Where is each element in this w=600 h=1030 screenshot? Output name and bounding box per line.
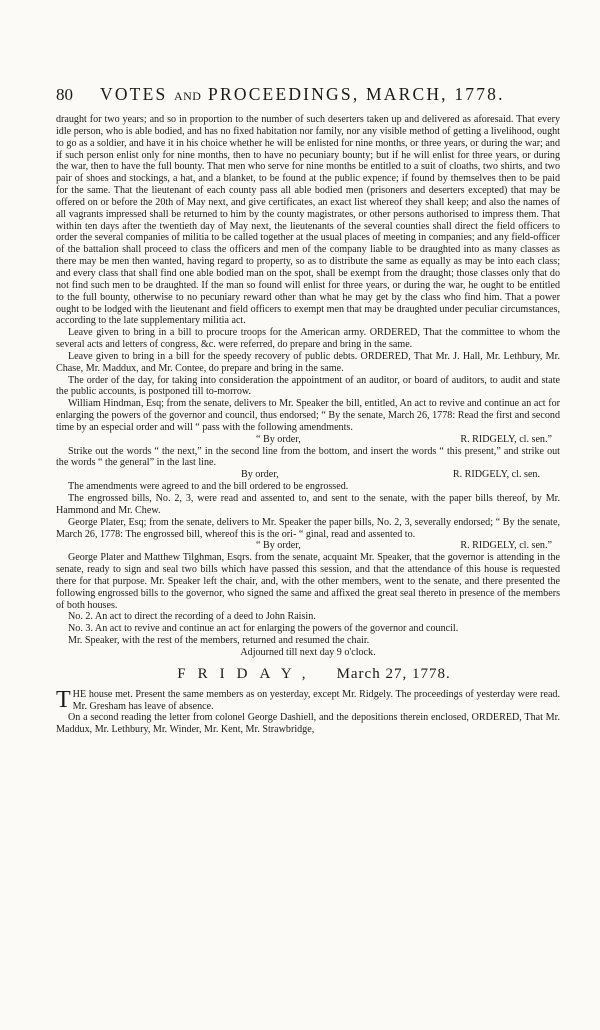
title-year: 1778.	[454, 84, 505, 104]
adjourned-line: Adjourned till next day 9 o'clock.	[240, 646, 376, 658]
paragraph-amendments-agreed: The amendments were agreed to and the bill ordered to be engrossed.	[68, 481, 349, 493]
paragraph-hindman: William Hindman, Esq; from the senate, delivers to Mr. Speaker the bill, entitled, An act to revive and continue an act for enlarging the powers of the governor and council, thus endorsed; “ By the senate, March 26, 1778: Read the first and second time by an especial order and will “ pass with the following amendments.	[56, 398, 560, 433]
by-order: By order,	[241, 469, 279, 481]
paragraph-act-no-2: No. 2. An act to direct the recording of a deed to John Raisin.	[68, 611, 316, 623]
paragraph-house-met	[56, 686, 560, 713]
signature-name: R. RIDGELY, cl. sen.	[452, 469, 540, 481]
paragraph-governor-attending: George Plater and Matthew Tilghman, Esqrs. from the senate, acquaint Mr. Speaker, that the governor is attending in the senate, ready to sign and seal two bills which have passed this session, and that the attendance of this house is requested there for that purpose. Mr. Speaker left the chair, and, with the other members, went to the senate, and there presented the following engrossed bills to the governor, who signed the same and affixed the great seal thereto in presence of the members of both houses.	[56, 552, 560, 611]
paragraph-dashiell-letter: On a second reading the letter from colonel George Dashiell, and the depositions therein enclosed, ORDERED, That Mr. Maddux, Mr. Lethbury, Mr. Winder, Mr. Kent, Mr. Strawbridge,	[56, 712, 560, 736]
paragraph-troops-bill: Leave given to bring in a bill to procure troops for the American army. ORDERED, That the committee to whom the several acts and letters of congress, &c. were referred, do prepare and bring in the same.	[56, 327, 560, 351]
day-heading	[56, 665, 560, 682]
paragraph-speaker-resumed: Mr. Speaker, with the rest of the members, returned and resumed the chair.	[68, 635, 370, 647]
signature-name: R. RIDGELY, cl. sen.”	[460, 540, 552, 552]
paragraph-amendment: Strike out the words “ the next,” in the second line from the bottom, and insert the words “ this present,” and strike out the words “ the general” in the last line.	[56, 445, 560, 469]
day-name: FRIDAY,	[177, 665, 318, 682]
paragraph-auditor: The order of the day, for taking into consideration the appointment of an auditor, or board of auditors, to audit and state the public accounts, is postponed till to-morrow.	[56, 374, 560, 398]
paragraph-engrossed-bills: The engrossed bills, No. 2, 3, were read and assented to, and sent to the senate, with the paper bills thereof, by Mr. Hammond and Mr. Chew.	[56, 493, 560, 516]
body-text	[56, 114, 560, 736]
signature-block-2	[56, 469, 560, 481]
running-title	[100, 84, 505, 105]
title-and: AND	[173, 89, 202, 103]
by-order: “ By order,	[256, 540, 301, 552]
day-date: March 27, 1778.	[336, 665, 451, 682]
title-votes: VOTES	[100, 84, 168, 104]
signature-block-1	[56, 434, 560, 446]
signature-name: R. RIDGELY, cl. sen.”	[460, 433, 552, 445]
title-proceedings: PROCEEDINGS,	[208, 84, 360, 104]
paragraph-plater: George Plater, Esq; from the senate, delivers to Mr. Speaker the paper bills, No. 2, 3, severally endorsed; “ By the senate, March 26, 1778: The engrossed bill, whereof this is the ori- “ ginal, read and assented to.	[56, 516, 560, 540]
running-header	[56, 84, 556, 108]
by-order: “ By order,	[256, 433, 301, 445]
signature-block-3	[56, 540, 560, 552]
paragraph-continued: draught for two years; and so in proportion to the number of such deserters taken up and delivered as aforesaid. That every idle person, who is able bodied, and has no fixed habitation nor family, nor any visible method of getting a livelihood, ought to go as a soldier, and have it in his choice whether he will be enlisted for nine months, or three years, or during the war; and if such person enlist only for nine months, then to have no pecuniary bounty; but if he will enlist for three years, or during the war, then to have the full bounty. That men who serve for nine months be entitled to a suit of cloaths, two shirts, and two pair of shoes and stockings, a hat, and a blanket, to be found at the public expence; if found by themselves then to be paid for the same. That the lieutenant of each county pass all able bodied men (prisoners and deserters excepted) that may be offered on or before the 20th of May next, and give certificates, an exact list whereof they shall keep; and also the names of all vagrants impressed shall be returned to him by the county magistrates, or other persons authorised to impress them. That within ten days after the twentieth day of May next, the lieutenants of the several counties shall direct the field officers to order the several companies of militia to be called together at the usual places of meeting in companies; and any field-officer of the battalion shall proceed to class the officers and men of the company liable to be draughted into as many classes as there may be men then wanted, having regard to property, so as to distribute the same as equally as may be into each class; and every class that shall find one able bodied man on the spot, shall be exempt from the draught; those classes only that do not find such men to be draughted. If the man so found will enlist for three years, or during the war, he ought to be entitled to the full bounty, otherwise to no pecuniary reward other than what he may get by the class who find him. That a power ought to be lodged with the lieutenant and field officers to exempt men that may be draughted under peculiar circumstances, according to the late supplementary militia act.	[56, 114, 560, 327]
title-month: MARCH,	[365, 84, 448, 104]
drop-cap: T	[56, 686, 71, 713]
paragraph-house-met-text: HE house met. Present the same members as on yesterday, except Mr. Ridgely. The proceedings of yesterday were read. Mr. Gresham has leave of absence.	[72, 688, 560, 712]
paragraph-act-no-3: No. 3. An act to revive and continue an act for enlarging the powers of the governor and council.	[68, 623, 459, 635]
paragraph-public-debts: Leave given to bring in a bill for the speedy recovery of public debts. ORDERED, That Mr. J. Hall, Mr. Lethbury, Mr. Chase, Mr. Maddux, and Mr. Contee, do prepare and bring in the same.	[56, 350, 560, 374]
page-number: 80	[56, 85, 73, 104]
